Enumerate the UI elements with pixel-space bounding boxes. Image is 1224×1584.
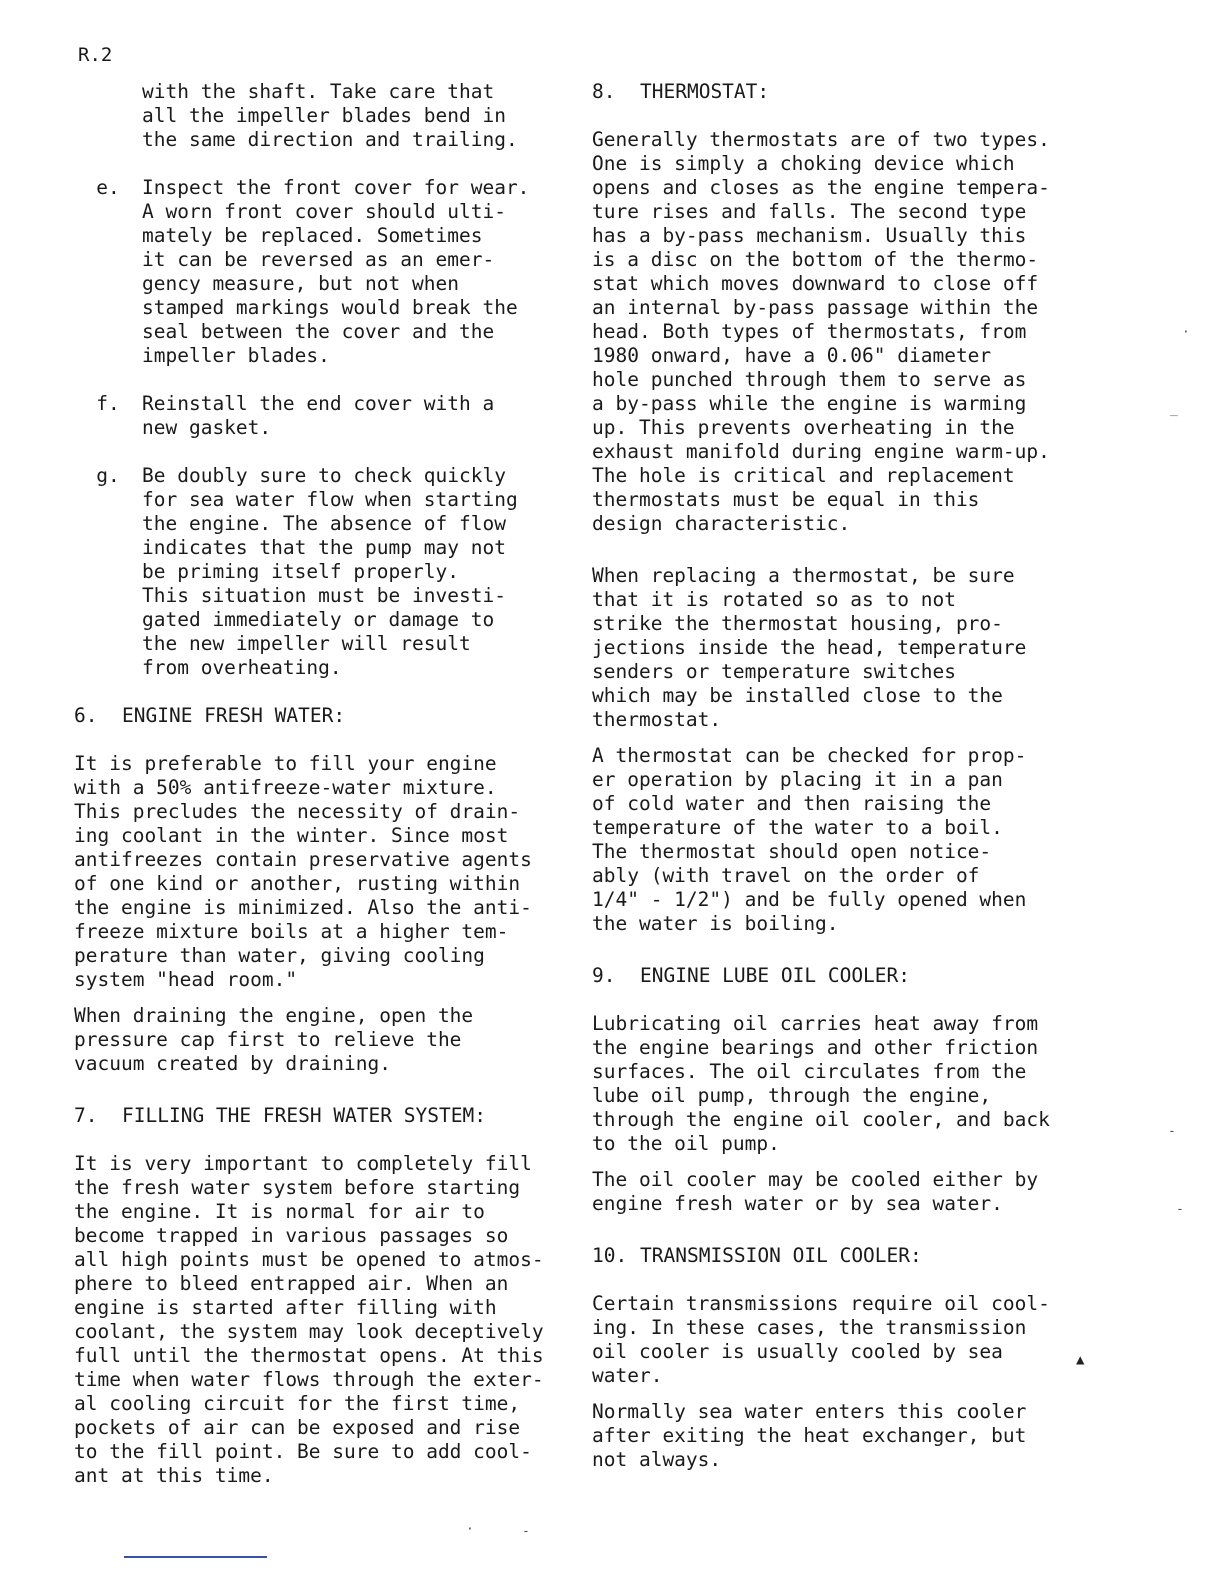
section-6-paragraph-1: It is preferable to fill your engine with a 50% antifreeze-water mixture. This precludes the necessity of drain- ing coolant in the winter. Since most antifreezes contain preservative agents of one kind or another, rusting within the engine is minimized. Also the anti- freeze mixture boils at a higher tem- perature than water, giving cooling system "head room." [74, 752, 532, 991]
section-title: FILLING THE FRESH WATER SYSTEM: [122, 1104, 486, 1127]
section-title: ENGINE FRESH WATER: [122, 704, 346, 727]
scan-speck: · [466, 1522, 474, 1537]
scan-speck: _ [1170, 402, 1178, 417]
scan-speck: · [1182, 325, 1190, 340]
section-9-heading [592, 964, 1072, 988]
section-10-heading [592, 1244, 1072, 1268]
page-number: R.2 [78, 44, 113, 66]
item-label: e. [96, 176, 120, 199]
scan-speck: - [522, 1524, 530, 1539]
section-8-paragraph-1: Generally thermostats are of two types. One is simply a choking device which opens and closes as the engine tempera- ture rises and falls. The second type has a by-pass mechanism. Usually this is a disc on the bottom of the thermo- stat which moves downward to close off an internal by-pass passage within the head. Both types of thermostats, from 1980 onward, have a 0.06" diameter hole punched through them to serve as a by-pass while the engine is warming up. This prevents overheating in the exhaust manifold during engine warm-up. The hole is critical and replacement thermostats must be equal in this design characteristic. [592, 128, 1050, 535]
section-7-paragraph-1: It is very important to completely fill the fresh water system before starting the engine. It is normal for air to become trapped in various passages so all high points must be opened to atmos- phere to bleed entrapped air. When an engine is started after filling with coolant, the system may look deceptively full until the thermostat opens. At this time when water flows through the exter- al cooling circuit for the first time, pockets of air can be exposed and rise to the fill point. Be sure to add cool- ant at this time. [74, 1152, 544, 1487]
right-column [592, 80, 1072, 1472]
item-text: Be doubly sure to check quickly for sea water flow when starting the engine. The absence of flow indicates that the pump may not be priming itself properly. This situation must be investi- gated immediately or damage to the new impeller will result from overheating. [142, 464, 518, 679]
blue-underline [124, 1556, 267, 1558]
section-title: ENGINE LUBE OIL COOLER: [640, 964, 911, 987]
item-text: Inspect the front cover for wear. A worn front cover should ulti- mately be replaced. Sometimes it can be reversed as an emer- gency measure, but not when stamped markings would break the seal between the cover and the impeller blades. [142, 176, 530, 367]
item-text: Reinstall the end cover with a new gasket. [142, 392, 495, 439]
item-label: f. [96, 392, 120, 415]
section-10-paragraph-2: Normally sea water enters this cooler after exiting the heat exchanger, but not always. [592, 1400, 1027, 1471]
section-9-paragraph-2: The oil cooler may be cooled either by engine fresh water or by sea water. [592, 1168, 1039, 1215]
list-item-e [74, 176, 554, 368]
list-item-f [74, 392, 554, 440]
list-item-g [74, 464, 554, 680]
section-number: 7. [74, 1104, 98, 1127]
section-number: 8. [592, 80, 616, 103]
arrow-mark-icon: ▲ [1076, 1352, 1085, 1368]
scan-speck: - [1176, 1202, 1184, 1217]
section-title: THERMOSTAT: [640, 80, 770, 103]
section-9-paragraph-1: Lubricating oil carries heat away from the engine bearings and other friction surfaces. The oil circulates from the lube oil pump, through the engine, through the engine oil cooler, and back to the oil pump. [592, 1012, 1050, 1155]
section-8-paragraph-3: A thermostat can be checked for prop- er operation by placing it in a pan of cold water and then raising the temperature of the water to a boil. The thermostat should open notice- ably (with travel on the order of 1/4" - 1/2") and be fully opened when the water is boiling. [592, 744, 1027, 935]
continuation-text: with the shaft. Take care that all the impeller blades bend in the same direction and trailing. [142, 80, 518, 151]
section-title: TRANSMISSION OIL COOLER: [640, 1244, 922, 1267]
section-8-heading [592, 80, 1072, 104]
left-column [74, 80, 554, 1488]
section-7-heading [74, 1104, 554, 1128]
section-number: 9. [592, 964, 616, 987]
section-10-paragraph-1: Certain transmissions require oil cool- ing. In these cases, the transmission oil cooler is usually cooled by sea water. [592, 1292, 1050, 1387]
section-6-heading [74, 704, 554, 728]
section-8-paragraph-2: When replacing a thermostat, be sure that it is rotated so as to not strike the thermostat housing, pro- jections inside the head, temperature senders or temperature switches which may be installed close to the thermostat. [592, 564, 1027, 731]
section-number: 10. [592, 1244, 628, 1267]
scan-speck: - [1168, 1124, 1176, 1139]
section-number: 6. [74, 704, 98, 727]
item-label: g. [96, 464, 120, 487]
section-6-paragraph-2: When draining the engine, open the pressure cap first to relieve the vacuum created by draining. [74, 1004, 474, 1075]
